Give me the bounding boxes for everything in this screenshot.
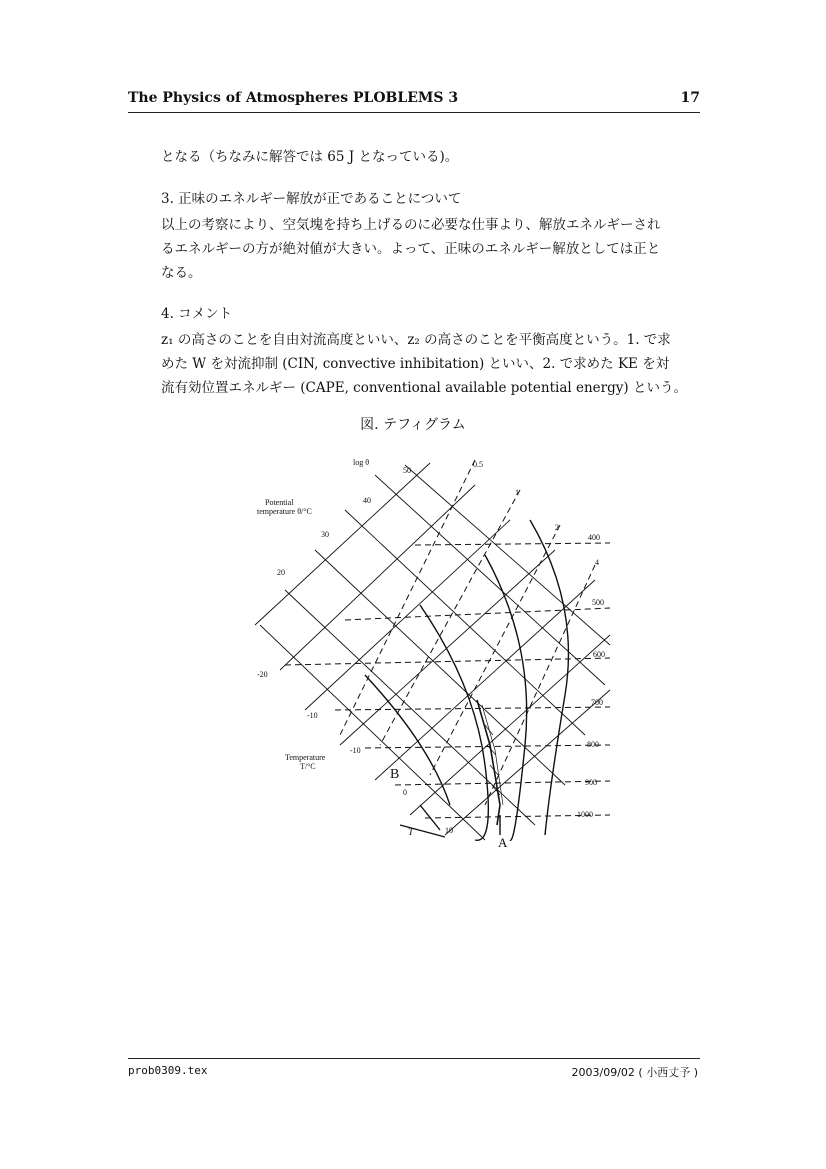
pressure-tick: 500	[592, 598, 604, 607]
pressure-tick: 1000	[577, 810, 593, 819]
pressure-tick: 800	[587, 740, 599, 749]
figure-caption: 図. テフィグラム	[360, 417, 466, 433]
t-axis-label: T	[408, 827, 414, 838]
theta-tick: 20	[277, 568, 285, 577]
section3-line-3: なる。	[161, 265, 202, 281]
log-theta-label: log θ	[353, 458, 370, 467]
theta-tick: 50	[403, 466, 411, 475]
section4-line-2: めた W を対流抑制 (CIN, convective inhibitation) といい、2. で求めた KE を対	[161, 356, 670, 372]
pressure-tick: 900	[585, 778, 597, 787]
section3-line-2: るエネルギーの方が絶対値が大きい。よって、正味のエネルギー解放としては正と	[161, 241, 661, 257]
pressure-tick: 700	[591, 698, 603, 707]
temp-tick: -10	[307, 711, 318, 720]
running-title: The Physics of Atmospheres PLOBLEMS 3	[128, 90, 459, 106]
temp-tick: 0	[403, 788, 407, 797]
page-number: 17	[680, 90, 700, 106]
mixing-ratio-tick: 1	[515, 488, 519, 497]
theta-tick: 30	[321, 530, 329, 539]
theta-tick: 40	[363, 496, 371, 505]
section4-heading: 4. コメント	[161, 306, 233, 322]
section3-heading: 3. 正味のエネルギー解放が正であることについて	[161, 191, 462, 207]
tephigram-svg	[245, 445, 620, 850]
potential-temp-label-2: temperature θ/°C	[257, 507, 312, 516]
intro-line: となる（ちなみに解答では 65 J となっている)。	[161, 149, 459, 165]
footer-rule	[128, 1058, 700, 1059]
temperature-unit-label: T/°C	[300, 762, 316, 771]
mixing-ratio-tick: 2	[555, 523, 559, 532]
temp-tick: 10	[445, 826, 453, 835]
temp-tick: -20	[257, 670, 268, 679]
section3-line-1: 以上の考察により、空気塊を持ち上げるのに必要な仕事より、解放エネルギーされ	[161, 217, 661, 233]
temp-tick: -10	[350, 746, 361, 755]
mixing-ratio-tick: 4	[595, 558, 599, 567]
temperature-label: Temperature	[285, 753, 326, 762]
footer-date-author: 2003/09/02 ( 小西丈予 )	[571, 1066, 698, 1079]
point-b-label: B	[390, 767, 400, 782]
pressure-tick: 600	[593, 650, 605, 659]
section4-line-3: 流有効位置エネルギー (CAPE, conventional available potential energy) という。	[161, 380, 687, 396]
mixing-ratio-tick: 0.5	[473, 460, 483, 469]
potential-temp-label: Potential	[265, 498, 294, 507]
page-header	[128, 90, 700, 113]
pressure-tick: 400	[588, 533, 600, 542]
footer-filename: prob0309.tex	[128, 1064, 208, 1077]
tephigram-figure	[245, 445, 620, 850]
point-a-label: A	[498, 835, 508, 850]
section4-line-1: z₁ の高さのことを自由対流高度といい、z₂ の高さのことを平衡高度という。1. で求	[161, 332, 671, 348]
